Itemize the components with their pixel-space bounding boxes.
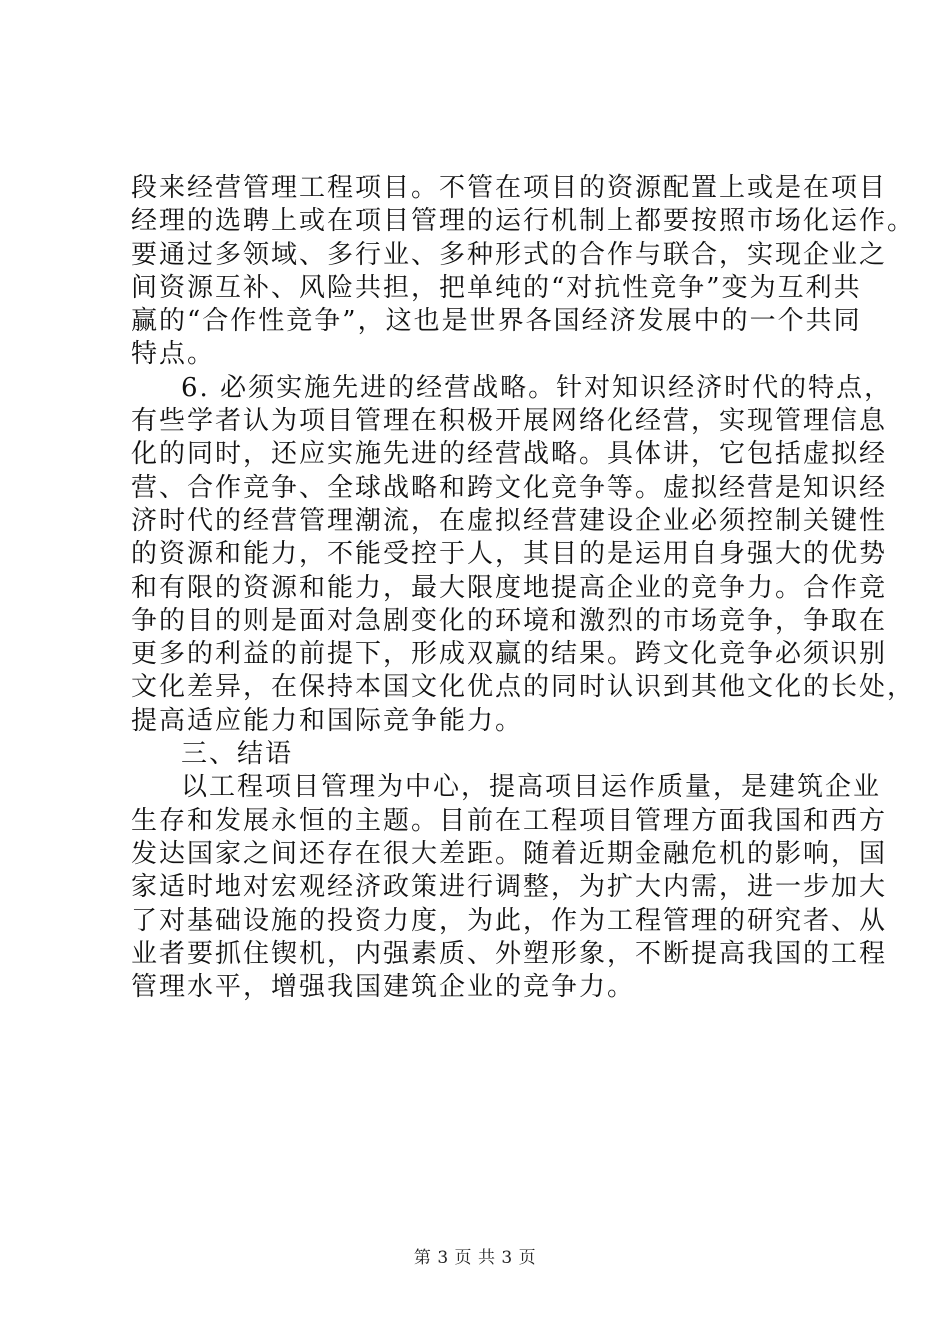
text-line: 以工程项目管理为中心，提高项目运作质量，是建筑企业 (181, 772, 882, 803)
text-line: 发达国家之间还存在很大差距。随着近期金融危机的影响，国 (131, 838, 888, 869)
text-line: 更多的利益的前提下，形成双赢的结果。跨文化竞争必须识别 (131, 639, 888, 670)
document-body (131, 172, 916, 1004)
text-line: 生存和发展永恒的主题。目前在工程项目管理方面我国和西方 (131, 805, 888, 836)
text-line: 有些学者认为项目管理在积极开展网络化经营，实现管理信息 (131, 406, 888, 437)
text-line: 管理水平，增强我国建筑企业的竞争力。 (131, 972, 636, 1003)
text-line: 经理的选聘上或在项目管理的运行机制上都要按照市场化运作。 (131, 206, 916, 237)
text-line: 要通过多领域、多行业、多种形式的合作与联合，实现企业之 (131, 239, 888, 270)
text-line: 赢的“合作性竞争”，这也是世界各国经济发展中的一个共同 (131, 306, 862, 337)
text-line: 业者要抓住锲机，内强素质、外塑形象，不断提高我国的工程 (131, 938, 888, 969)
text-line: 家适时地对宏观经济政策进行调整，为扩大内需，进一步加大 (131, 872, 888, 903)
text-line: 争的目的则是面对急剧变化的环境和激烈的市场竞争，争取在 (131, 605, 888, 636)
text-line: 段来经营管理工程项目。不管在项目的资源配置上或是在项目 (131, 173, 888, 203)
text-line: 了对基础设施的投资力度，为此，作为工程管理的研究者、从 (131, 905, 888, 936)
text-line: 文化差异，在保持本国文化优点的同时认识到其他文化的长处， (131, 672, 916, 703)
text-line: 化的同时，还应实施先进的经营战略。具体讲，它包括虚拟经 (131, 439, 888, 470)
text-line: 6. 必须实施先进的经营战略。针对知识经济时代的特点， (181, 372, 893, 403)
text-line: 特点。 (131, 339, 216, 370)
text-line: 三、结语 (181, 739, 294, 770)
text-line: 济时代的经营管理潮流，在虚拟经营建设企业必须控制关键性 (131, 505, 888, 536)
text-line: 提高适应能力和国际竞争能力。 (131, 705, 524, 736)
text-line: 和有限的资源和能力，最大限度地提高企业的竞争力。合作竞 (131, 572, 888, 603)
text-line: 间资源互补、风险共担，把单纯的“对抗性竞争”变为互利共 (131, 272, 862, 303)
text-line: 的资源和能力，不能受控于人，其目的是运用自身强大的优势 (131, 539, 888, 570)
text-line: 营、合作竞争、全球战略和跨文化竞争等。虚拟经营是知识经 (131, 472, 888, 503)
page-footer: 第 3 页 共 3 页 (413, 1248, 537, 1268)
